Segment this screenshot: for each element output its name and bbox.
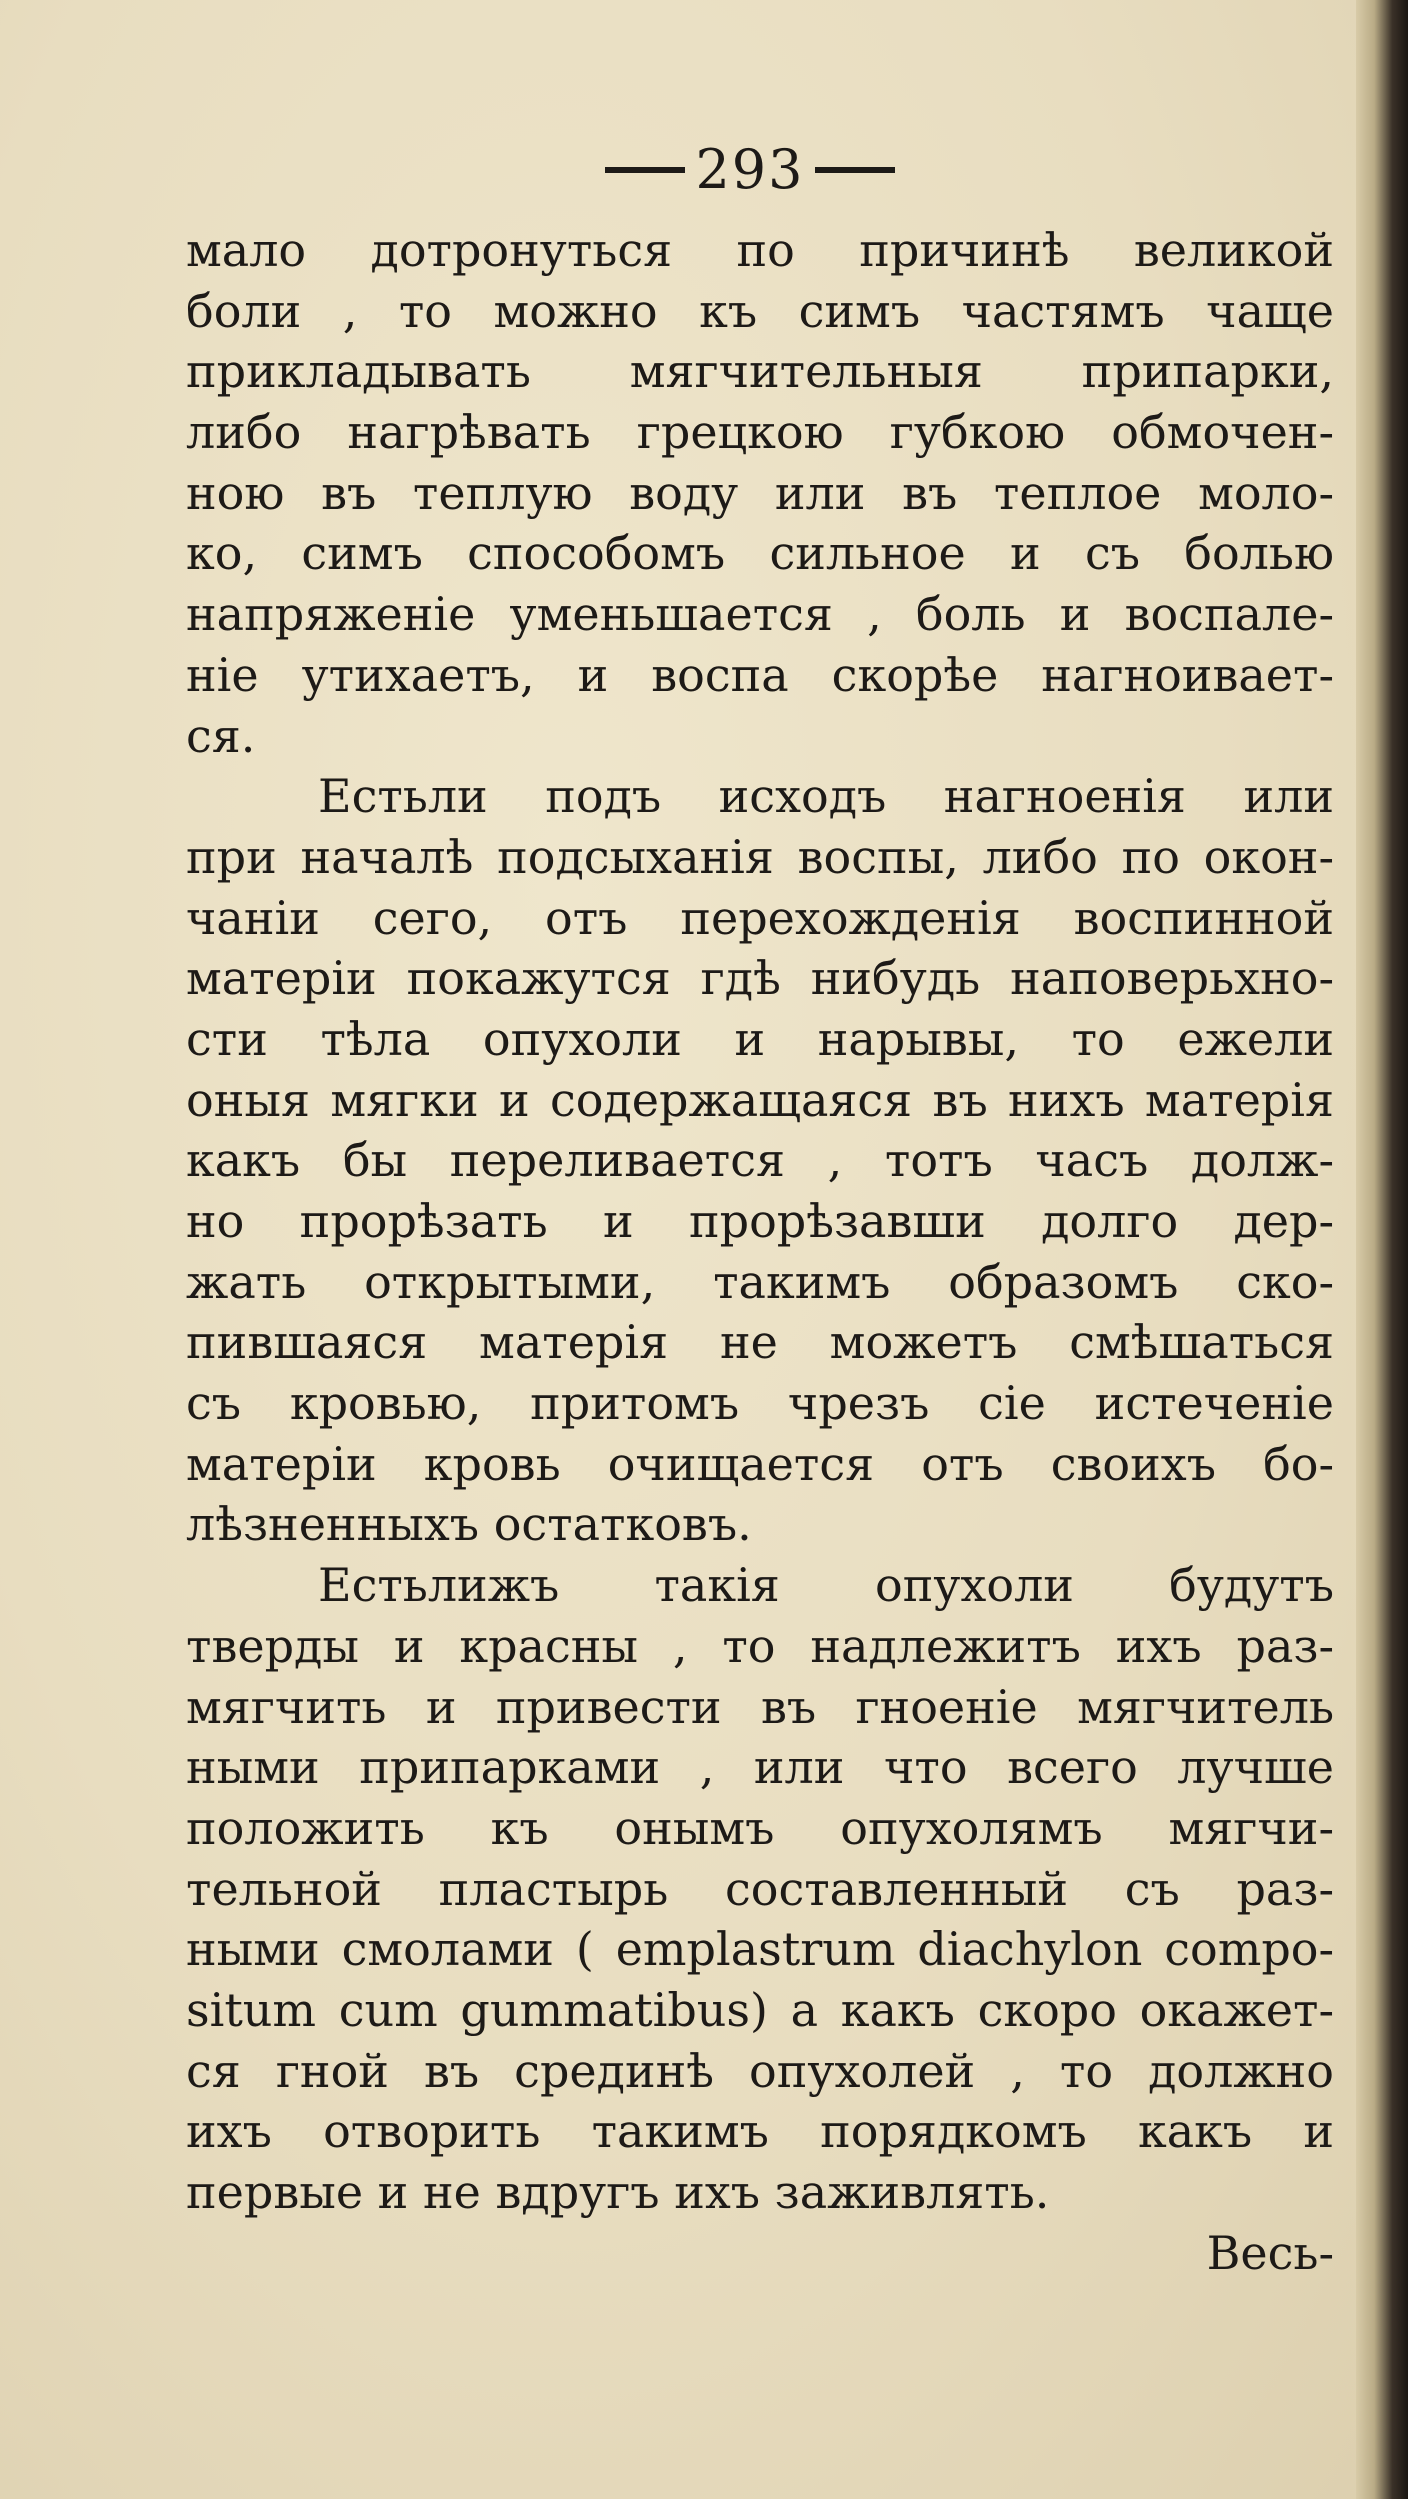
body-text (186, 220, 1334, 2283)
text-line: оныя мягки и содержащаяся въ нихъ матерія (186, 1072, 1334, 1127)
text-line: матеріи кровь очищается отъ своихъ бо- (186, 1436, 1334, 1491)
paragraph-start-line: Естьли подъ исходъ нагноенія или (318, 769, 1334, 824)
text-line: ихъ отворить такимъ порядкомъ какъ и (186, 2104, 1334, 2159)
text-line: ными припарками , или что всего лучше (186, 1740, 1334, 1795)
page-number-text: 293 (695, 138, 805, 201)
text-line: ною въ теплую воду или въ теплое моло- (186, 465, 1334, 520)
text-line: мягчить и привести въ гноеніе мягчитель (186, 1679, 1334, 1734)
text-line: situm cum gummatibus) а какъ скоро окажет- (186, 1982, 1334, 2037)
text-line: сти тѣла опухоли и нарывы, то ежели (186, 1011, 1334, 1066)
text-line: напряженіе уменьшается , боль и воспале- (186, 587, 1334, 642)
catchword: Весь- (1206, 2225, 1334, 2280)
text-line: прикладывать мягчительныя припарки, (186, 344, 1334, 399)
dash-right (815, 167, 895, 173)
text-line: какъ бы переливается , тотъ часъ долж- (186, 1133, 1334, 1188)
text-line: но прорѣзать и прорѣзавши долго дер- (186, 1194, 1334, 1248)
text-line: ко, симъ способомъ сильное и съ болью (186, 526, 1334, 581)
paragraph-start-line: Естьлижъ такія опухоли будутъ (318, 1558, 1334, 1613)
text-line: пившаяся матерія не можетъ смѣшаться (186, 1315, 1334, 1370)
text-line: лѣзненныхъ остатковъ. (186, 1497, 752, 1552)
text-line: при началѣ подсыханія воспы, либо по окон- (186, 829, 1334, 884)
text-line: ся. (186, 708, 256, 763)
dash-left (605, 167, 685, 173)
text-line: ными смолами ( emplastrum diachylon compo- (186, 1922, 1334, 1977)
text-line: положить къ онымъ опухолямъ мягчи- (186, 1800, 1334, 1855)
text-line: тельной пластырь составленный съ раз- (186, 1861, 1334, 1916)
text-line: боли , то можно къ симъ частямъ чаще (186, 283, 1334, 338)
text-line: первые и не вдругъ ихъ заживлять. (186, 2165, 1050, 2219)
text-line: тверды и красны , то надлежитъ ихъ раз- (186, 1618, 1334, 1673)
text-line: ніе утихаетъ, и воспа скорѣе нагноивает- (186, 647, 1334, 702)
page-number (575, 140, 925, 200)
text-line: матеріи покажутся гдѣ нибудь наповерьхно- (186, 951, 1334, 1006)
text-line: чаніи сего, отъ перехожденія воспинной (186, 890, 1334, 945)
text-line: мало дотронуться по причинѣ великой (186, 223, 1334, 277)
book-spine-shadow (1356, 0, 1408, 2499)
text-line: жать открытыми, такимъ образомъ ско- (186, 1254, 1334, 1309)
text-line: ся гной въ срединѣ опухолей , то должно (186, 2043, 1334, 2098)
text-line: либо нагрѣвать грецкою губкою обмочен- (186, 405, 1334, 460)
text-line: съ кровью, притомъ чрезъ сіе истеченіе (186, 1376, 1334, 1431)
